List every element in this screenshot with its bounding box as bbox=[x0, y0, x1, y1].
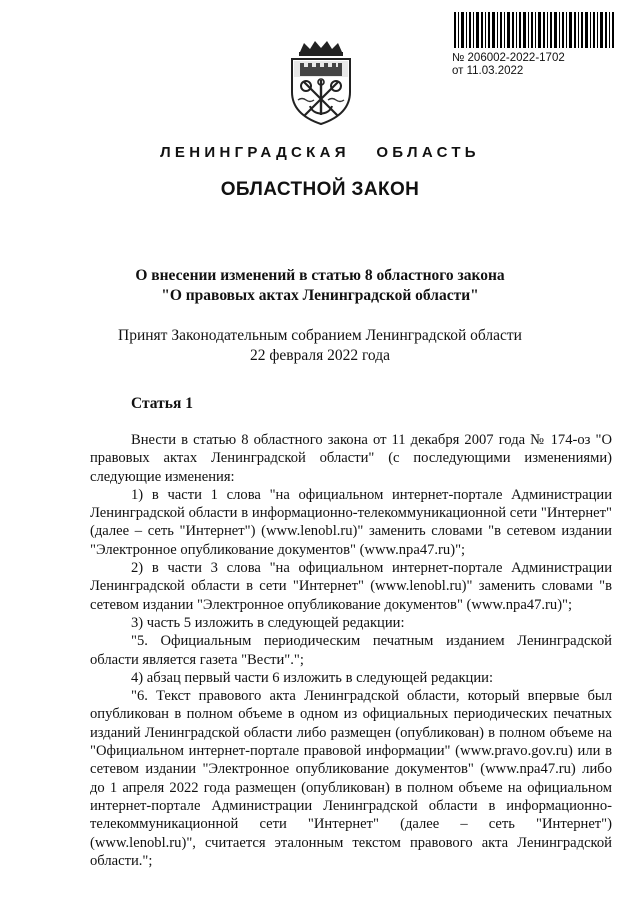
article-paragraph: 4) абзац первый части 6 изложить в следующей редакции: bbox=[131, 669, 494, 686]
article-paragraph: 2) в части 3 слова "на официальном интернет-портале Администрации Ленинградской области в сети "Интернет" (www.lenobl.ru)" заменить словами "в сетевом издании "Электронное опубликование документов" (www.npa47.ru)"; bbox=[90, 560, 612, 613]
registration-number: № 206002-2022-1702 bbox=[452, 52, 565, 64]
adoption-date: 22 февраля 2022 года bbox=[249, 347, 391, 364]
law-title bbox=[0, 266, 640, 306]
article-paragraph: 3) часть 5 изложить в следующей редакции: bbox=[131, 614, 405, 631]
article-paragraph: Внести в статью 8 областного закона от 11 декабря 2007 года № 174-оз "О правовых актах Ленинградской области" (с последующими изменениями) следующие изменения: bbox=[90, 432, 612, 485]
adoption-body: Принят Законодательным собранием Ленинградской области bbox=[118, 327, 522, 344]
registration-date: от 11.03.2022 bbox=[452, 65, 524, 77]
adoption-note bbox=[0, 326, 640, 366]
region-heading: ЛЕНИНГРАДСКАЯ ОБЛАСТЬ bbox=[160, 144, 480, 161]
article-body bbox=[90, 431, 612, 870]
document-type-heading: ОБЛАСТНОЙ ЗАКОН bbox=[220, 179, 420, 200]
law-title-line: "О правовых актах Ленинградской области" bbox=[161, 287, 479, 304]
article-paragraph: 1) в части 1 слова "на официальном интернет-портале Администрации Ленинградской области в информационно-телекоммуникационной сети "Интернет" (далее – сеть "Интернет") (www.lenobl.ru)" заменить словами "в сетевом издании "Электронное опубликование документов" (www.npa47.ru)"; bbox=[90, 486, 612, 558]
registration-block bbox=[452, 12, 622, 78]
law-title-line: О внесении изменений в статью 8 областного закона bbox=[135, 267, 505, 284]
article-heading: Статья 1 bbox=[131, 395, 193, 412]
barcode-icon bbox=[452, 12, 616, 48]
coat-of-arms-icon bbox=[286, 40, 356, 126]
article-paragraph: "5. Официальным периодическим печатным изданием Ленинградской области является газета "Вести"."; bbox=[90, 633, 612, 668]
article-paragraph: "6. Текст правового акта Ленинградской области, который впервые был опубликован в полном объеме в одном из официальных периодических печатных изданий Ленинградской области либо размещен (опубликован) в полном объеме на "Официальном интернет-портале правовой информации" (www.pravo.gov.ru) или в сетевом издании "Электронное опубликование документов" (www.npa47.ru) либо до 1 апреля 2022 года размещен (опубликован) в полном объеме на официальном интернет-портале Администрации Ленинградской области в информационно-телекоммуникационной сети "Интернет" (далее – сеть "Интернет") (www.lenobl.ru)", считается эталонным текстом правового акта Ленинградской области."; bbox=[90, 688, 612, 869]
